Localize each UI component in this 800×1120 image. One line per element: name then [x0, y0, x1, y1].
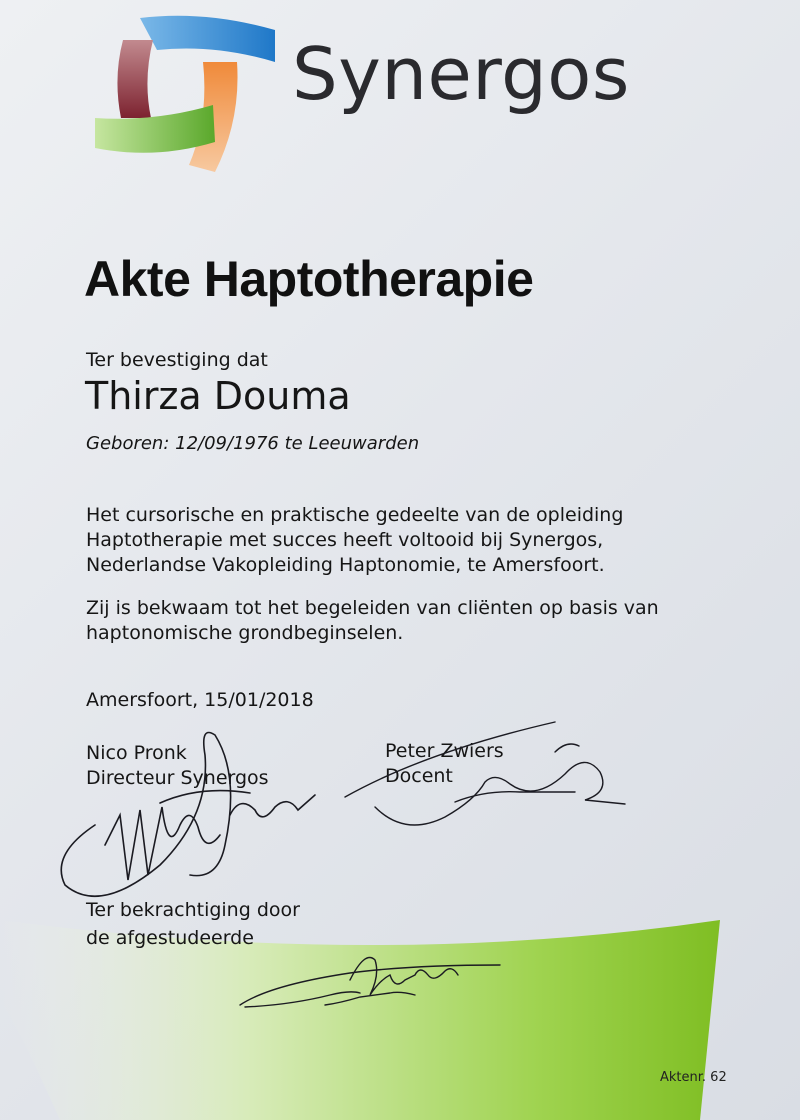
- completion-paragraph: [86, 503, 623, 578]
- competence-paragraph: [86, 596, 659, 646]
- paragraph-line: Het cursorische en praktische gedeelte van de opleiding: [86, 504, 624, 526]
- intro-text: Ter bevestiging dat: [86, 349, 268, 371]
- paragraph-line: Zij is bekwaam tot het begeleiden van cliënten op basis van: [86, 597, 659, 619]
- paragraph-line: haptonomische grondbeginselen.: [86, 622, 404, 644]
- paragraph-line: Haptotherapie met succes heeft voltooid bij Synergos,: [86, 529, 604, 551]
- akte-number: Aktenr. 62: [660, 1070, 727, 1085]
- teacher-signature: [335, 712, 635, 842]
- certificate-title: Akte Haptotherapie: [84, 251, 534, 307]
- paragraph-line: Nederlandse Vakopleiding Haptonomie, te Amersfoort.: [86, 554, 605, 576]
- signatory-role: Directeur Synergos: [86, 767, 269, 789]
- recipient-name: Thirza Douma: [85, 374, 351, 418]
- signatory-role: Docent: [385, 765, 453, 787]
- brand-name: Synergos: [292, 32, 630, 116]
- place-and-date: Amersfoort, 15/01/2018: [86, 689, 314, 711]
- confirmation-line: Ter bekrachtiging door: [86, 899, 300, 921]
- birth-details: Geboren: 12/09/1976 te Leeuwarden: [86, 433, 420, 454]
- synergos-logo-icon: [85, 0, 285, 180]
- graduate-signature: [230, 935, 520, 1045]
- signatory-name: Nico Pronk: [86, 742, 187, 764]
- confirmation-line: de afgestudeerde: [86, 927, 254, 949]
- signatory-name: Peter Zwiers: [385, 740, 504, 762]
- director-signature: [40, 715, 330, 915]
